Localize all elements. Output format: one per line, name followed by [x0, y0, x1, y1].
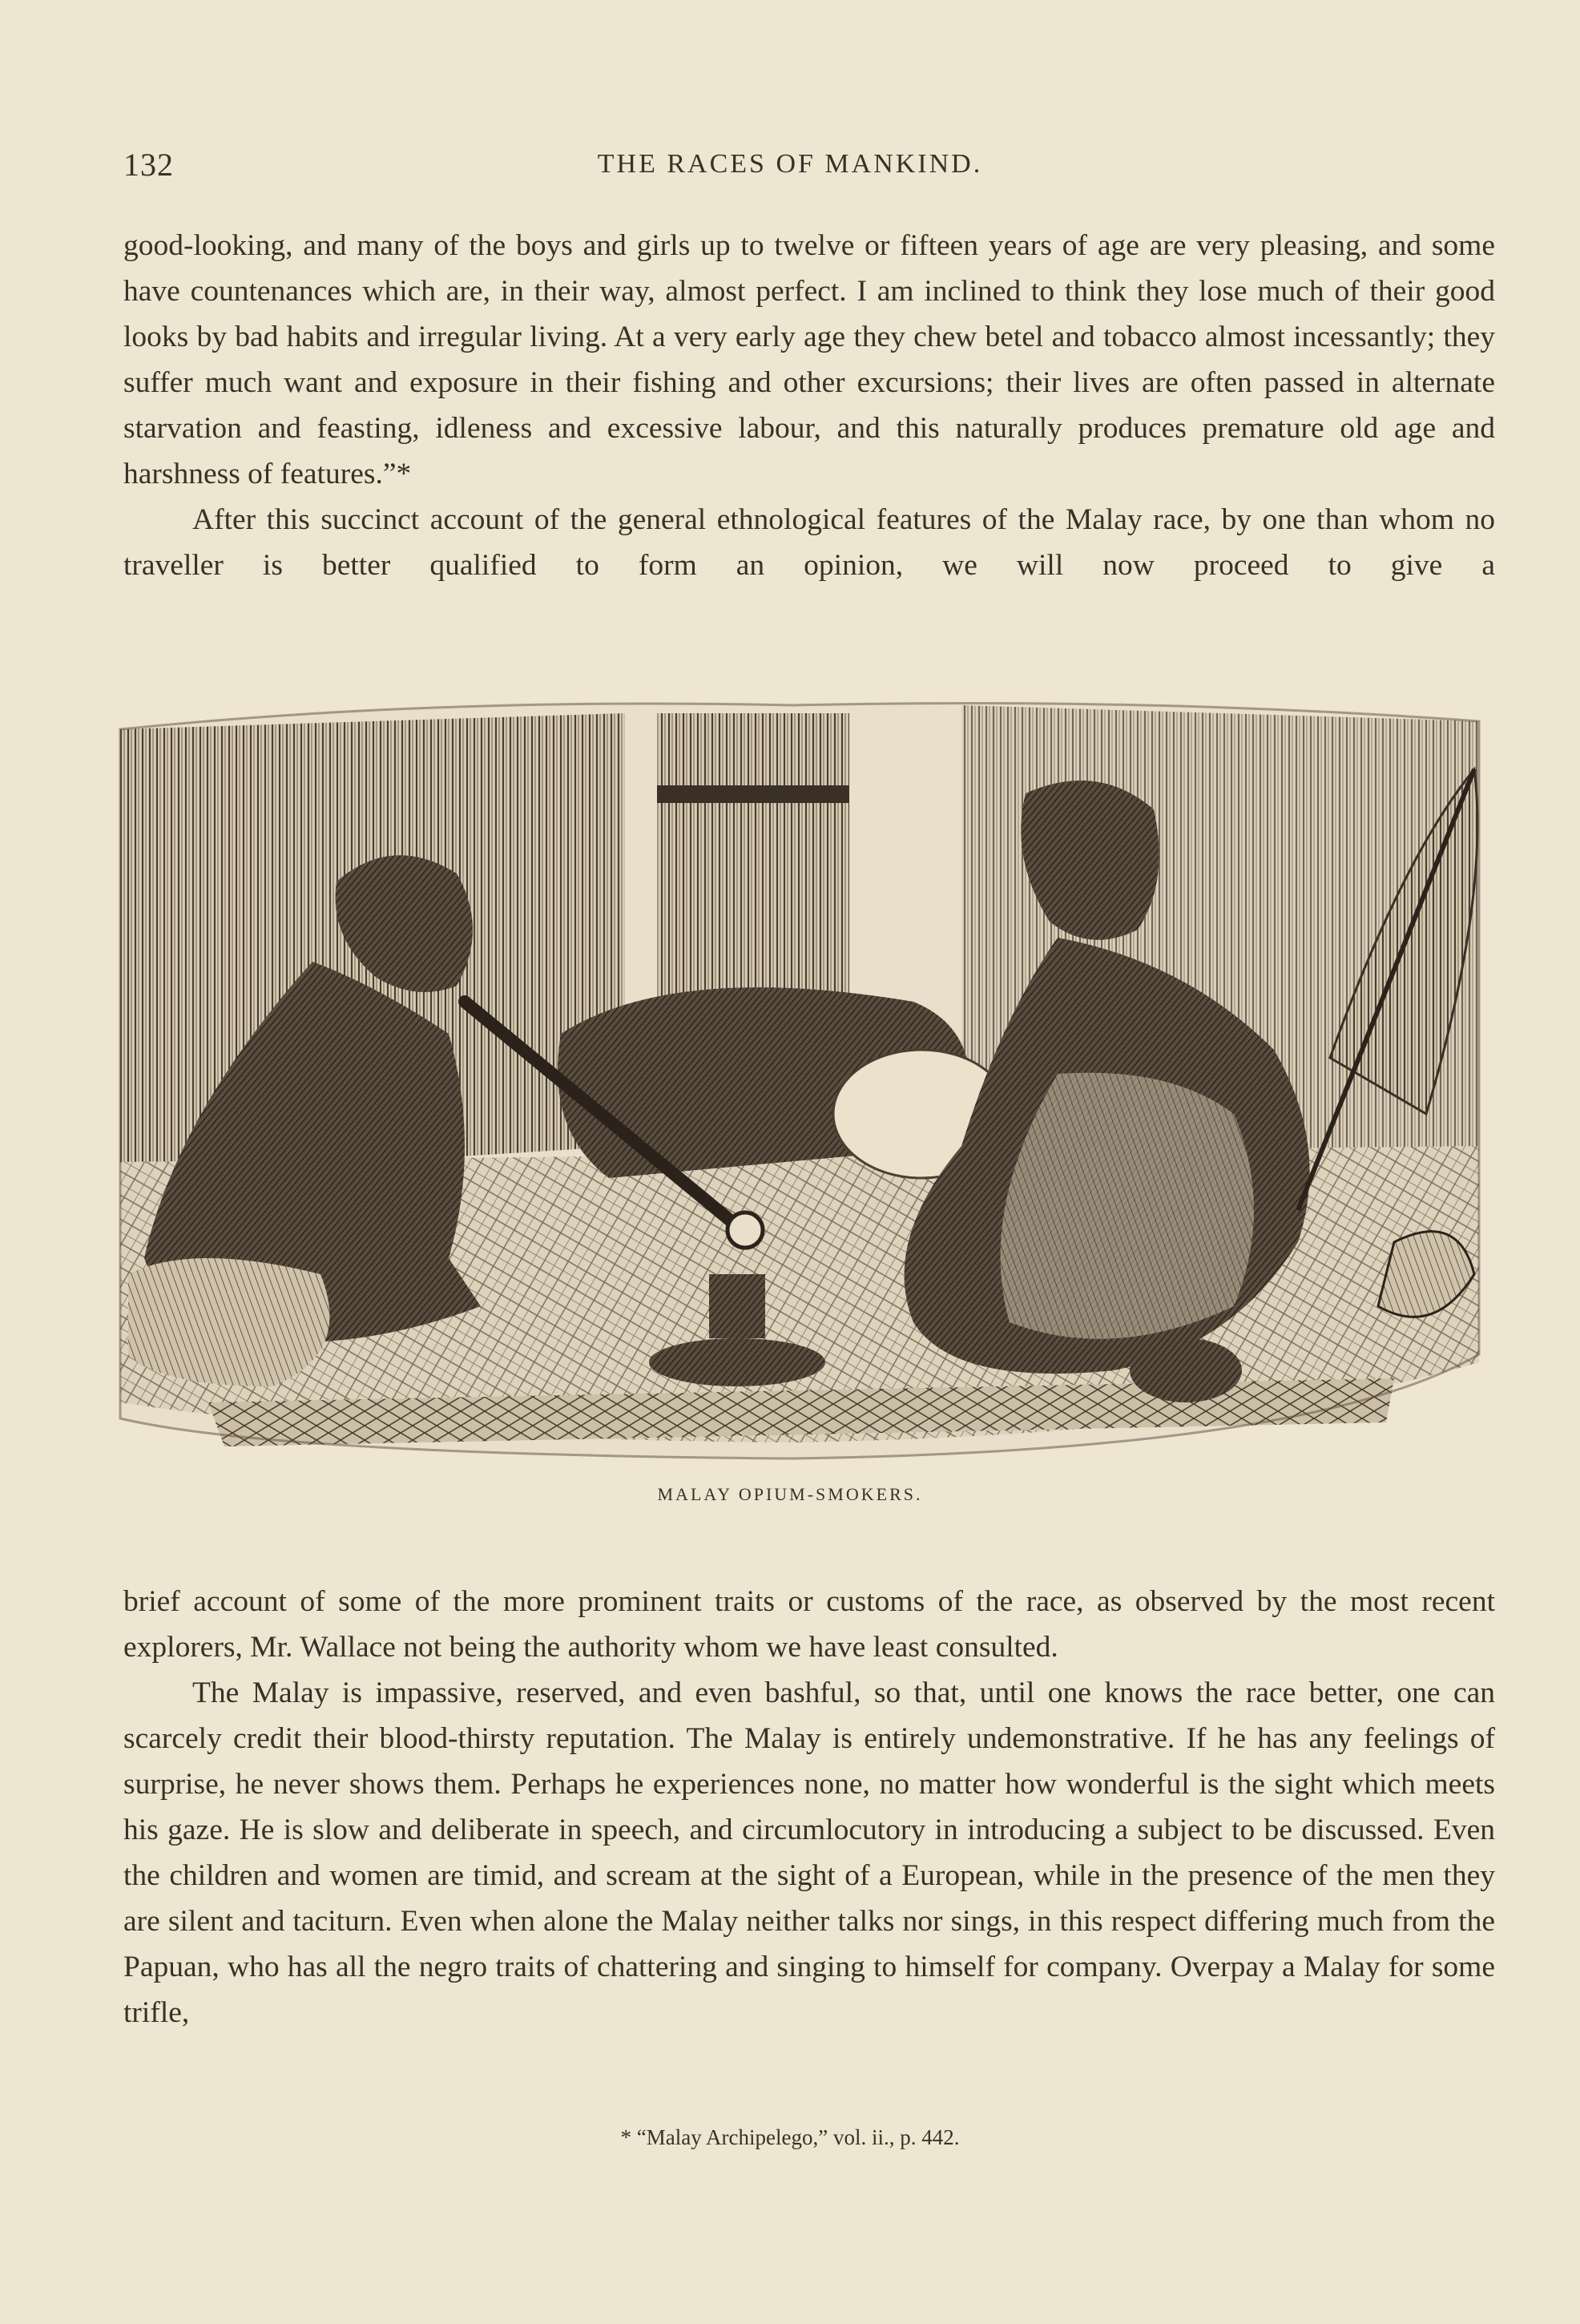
running-head: THE RACES OF MANKIND. — [597, 149, 983, 179]
paragraph: good-looking, and many of the boys and girls up to twelve or fifteen years of age are very pleasing, and some have countenances which are, in their way, almost perfect. I am inclined to think they lose much of their good looks by bad habits and irregular living. At a very early age they chew betel and tobacco almost incessantly; they suffer much want and exposure in their fishing and other excursions; their lives are often passed in alternate starvation and feasting, idleness and excessive labour, and this naturally produces premature old age and harshness of features.”* — [123, 229, 1495, 490]
page-number: 132 — [123, 147, 174, 183]
footnote: * “Malay Archipelego,” vol. ii., p. 442. — [620, 2125, 960, 2149]
paragraph: The Malay is impassive, reserved, and even bashful, so that, until one knows the race better, one can scarcely credit their blood-thirsty reputation. The Malay is entirely undemonstrative. If he has any feelings of surprise, he never shows them. Perhaps he experiences none, no matter how wonderful is the sight which meets his gaze. He is slow and deliberate in speech, and circumlocutory in introducing a subject to be discussed. Even the children and women are timid, and scream at the sight of a European, while in the presence of the men they are silent and taciturn. Even when alone the Malay neither talks nor sings, in this respect differing much from the Papuan, who has all the negro traits of chattering and singing to himself for company. Overpay a Malay for some trifle, — [123, 1676, 1495, 2029]
paragraph: brief account of some of the more prominent traits or customs of the race, as observed by the most recent explorers, Mr. Wallace not being the authority whom we have least consulted. — [123, 1585, 1495, 1664]
text-block-bottom — [123, 1579, 1495, 2036]
figure-caption: MALAY OPIUM-SMOKERS. — [657, 1484, 923, 1504]
paragraph: After this succinct account of the general ethnological features of the Malay race, by one than whom no traveller is better qualified to form an opinion, we will now proceed to give a — [123, 503, 1495, 582]
engraving-illustration — [112, 697, 1487, 1467]
text-block-top — [123, 223, 1495, 588]
